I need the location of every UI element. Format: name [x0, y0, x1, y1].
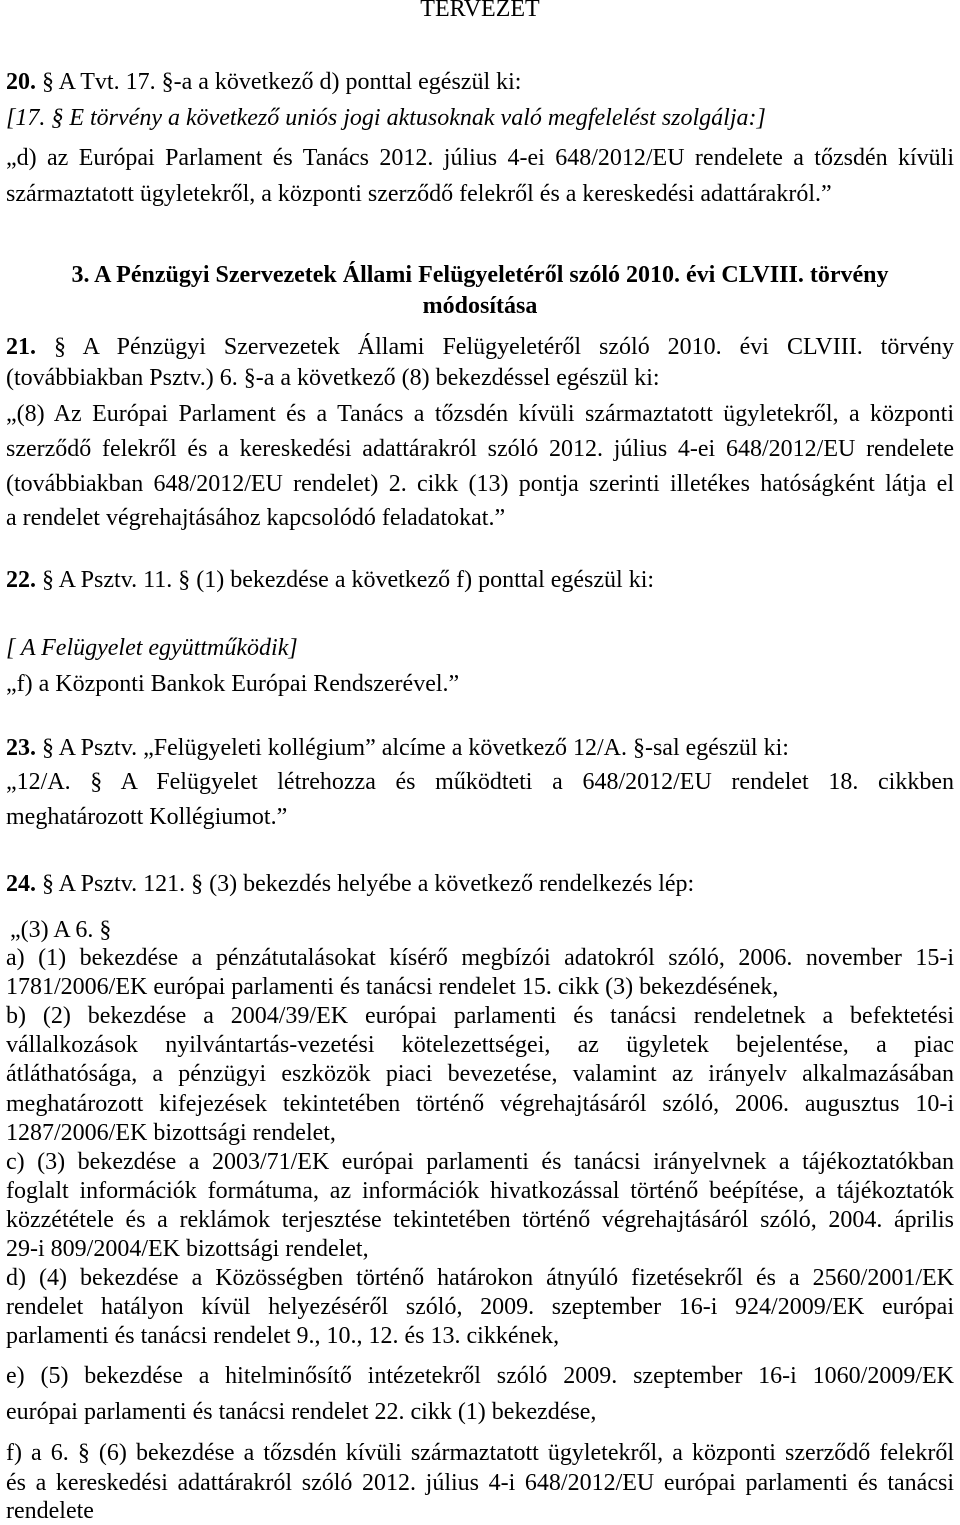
- section-21-quote-line: (továbbiakban 648/2012/EU rendelet) 2. cikk (13) pontja szerinti illetékes hatóságként látja el: [6, 471, 954, 497]
- section-24-quote-line: és a kereskedési adattárakról szóló 2012. július 4-i 648/2012/EU európai parlamenti és tanácsi: [6, 1470, 954, 1496]
- chapter-3-heading-line: 3. A Pénzügyi Szervezetek Állami Felügyeletéről szóló 2010. évi CLVIII. törvény: [71, 262, 889, 288]
- section-23-intro-line: [6, 733, 954, 763]
- section-24-quote-line: a) (1) bekezdése a pénzátutalásokat kísérő megbízói adatokról szóló, 2006. november 15-i: [6, 945, 954, 971]
- section-24-quote-line: meghatározott kifejezések tekintetében történő végrehajtásáról szóló, 2006. augusztus 10-i: [6, 1091, 954, 1117]
- section-24-quote-line: európai parlamenti és tanácsi rendelet 22. cikk (1) bekezdése,: [6, 1399, 597, 1425]
- section-21-quote-line: „(8) Az Európai Parlament és a Tanács a tőzsdén kívüli származtatott ügyletekről, a központi: [6, 401, 954, 427]
- section-21-intro-line: [6, 332, 954, 362]
- section-22-number: 22.: [6, 567, 36, 593]
- section-24-quote-line: foglalt információk formátuma, az információk hivatkozással történő beépítése, a tájékoztatók: [6, 1178, 954, 1204]
- section-24-quote-line: közzététele és a reklámok terjesztése tekintetében történő végrehajtásáról szóló, 2004. április: [6, 1207, 954, 1233]
- section-20-scope-note: [17. § E törvény a következő uniós jogi aktusoknak való megfelelést szolgálja:]: [6, 105, 766, 131]
- chapter-3-heading-line: módosítása: [422, 293, 538, 319]
- section-24-quote-line: rendelete: [6, 1498, 94, 1524]
- section-23-quote-line: „12/A. § A Felügyelet létrehozza és működteti a 648/2012/EU rendelet 18. cikkben: [6, 769, 954, 795]
- section-21-intro: § A Pénzügyi Szervezetek Állami Felügyeletéről szóló 2010. évi CLVIII. törvény: [53, 334, 954, 360]
- section-20-number: 20.: [6, 69, 36, 95]
- section-24-quote-line: „(3) A 6. §: [10, 917, 112, 943]
- section-23-quote-line: meghatározott Kollégiumot.”: [6, 804, 288, 830]
- section-21-intro-line: (továbbiakban Psztv.) 6. §-a a következő (8) bekezdéssel egészül ki:: [6, 365, 660, 391]
- section-21-quote-line: szerződő felekről és a kereskedési adattárakról szóló 2012. július 4-ei 648/2012/EU rendelete: [6, 436, 954, 462]
- section-24-quote-line: vállalkozások nyilvántartás-vezetési kötelezettségei, az ügyletek bejelentése, a piac: [6, 1032, 954, 1058]
- section-24-quote-line: f) a 6. § (6) bekezdése a tőzsdén kívüli származtatott ügyletekről, a központi szerződő felekről: [6, 1440, 954, 1466]
- section-24-intro-line: [6, 869, 954, 899]
- section-24-quote-line: c) (3) bekezdése a 2003/71/EK európai parlamenti és tanácsi irányelvnek a tájékoztatókban: [6, 1149, 954, 1175]
- section-24-intro: § A Psztv. 121. § (3) bekezdés helyébe a következő rendelkezés lép:: [42, 871, 695, 897]
- section-20-intro-line: [6, 67, 954, 97]
- section-24-number: 24.: [6, 871, 36, 897]
- section-24-quote-line: átláthatósága, a pénzügyi eszközök piaci bevezetése, valamint az irányelv alkalmazásában: [6, 1061, 954, 1087]
- section-22-context-note: [ A Felügyelet együttműködik]: [6, 635, 298, 661]
- section-24-quote-line: 1781/2006/EK európai parlamenti és tanácsi rendelet 15. cikk (3) bekezdésének,: [6, 974, 779, 1000]
- section-20-quote-line: származtatott ügyletekről, a központi szerződő felekről és a kereskedési adattárakról.”: [6, 181, 832, 207]
- section-21-number: 21.: [6, 334, 36, 360]
- section-24-quote-line: b) (2) bekezdése a 2004/39/EK európai parlamenti és tanácsi rendeletnek a befektetési: [6, 1003, 954, 1029]
- section-23-number: 23.: [6, 735, 36, 761]
- section-20-quote-line: „d) az Európai Parlament és Tanács 2012. július 4-ei 648/2012/EU rendelete a tőzsdén kívüli: [6, 145, 954, 171]
- section-24-quote-line: d) (4) bekezdése a Közösségben történő határokon átnyúló fizetésekről és a 2560/2001/EK: [6, 1265, 954, 1291]
- draft-label: TERVEZET: [420, 0, 540, 18]
- section-24-quote-line: 1287/2006/EK bizottsági rendelet,: [6, 1120, 336, 1146]
- section-24-quote-line: parlamenti és tanácsi rendelet 9., 10., 12. és 13. cikkének,: [6, 1323, 560, 1349]
- section-22-intro: § A Psztv. 11. § (1) bekezdése a következő f) ponttal egészül ki:: [42, 567, 655, 593]
- section-23-intro: § A Psztv. „Felügyeleti kollégium” alcíme a következő 12/A. §-sal egészül ki:: [42, 735, 789, 761]
- section-22-quote: „f) a Központi Bankok Európai Rendszerével.”: [6, 671, 460, 697]
- section-22-intro-line: [6, 565, 954, 595]
- section-21-quote-line: a rendelet végrehajtásához kapcsolódó feladatokat.”: [6, 505, 506, 531]
- section-24-quote-line: 29-i 809/2004/EK bizottsági rendelet,: [6, 1236, 369, 1262]
- section-24-quote-line: rendelet hatályon kívül helyezéséről szóló, 2009. szeptember 16-i 924/2009/EK európai: [6, 1294, 954, 1320]
- section-20-intro: § A Tvt. 17. §-a a következő d) ponttal egészül ki:: [42, 69, 522, 95]
- section-24-quote-line: e) (5) bekezdése a hitelminősítő intézetekről szóló 2009. szeptember 16-i 1060/2009/EK: [6, 1363, 954, 1389]
